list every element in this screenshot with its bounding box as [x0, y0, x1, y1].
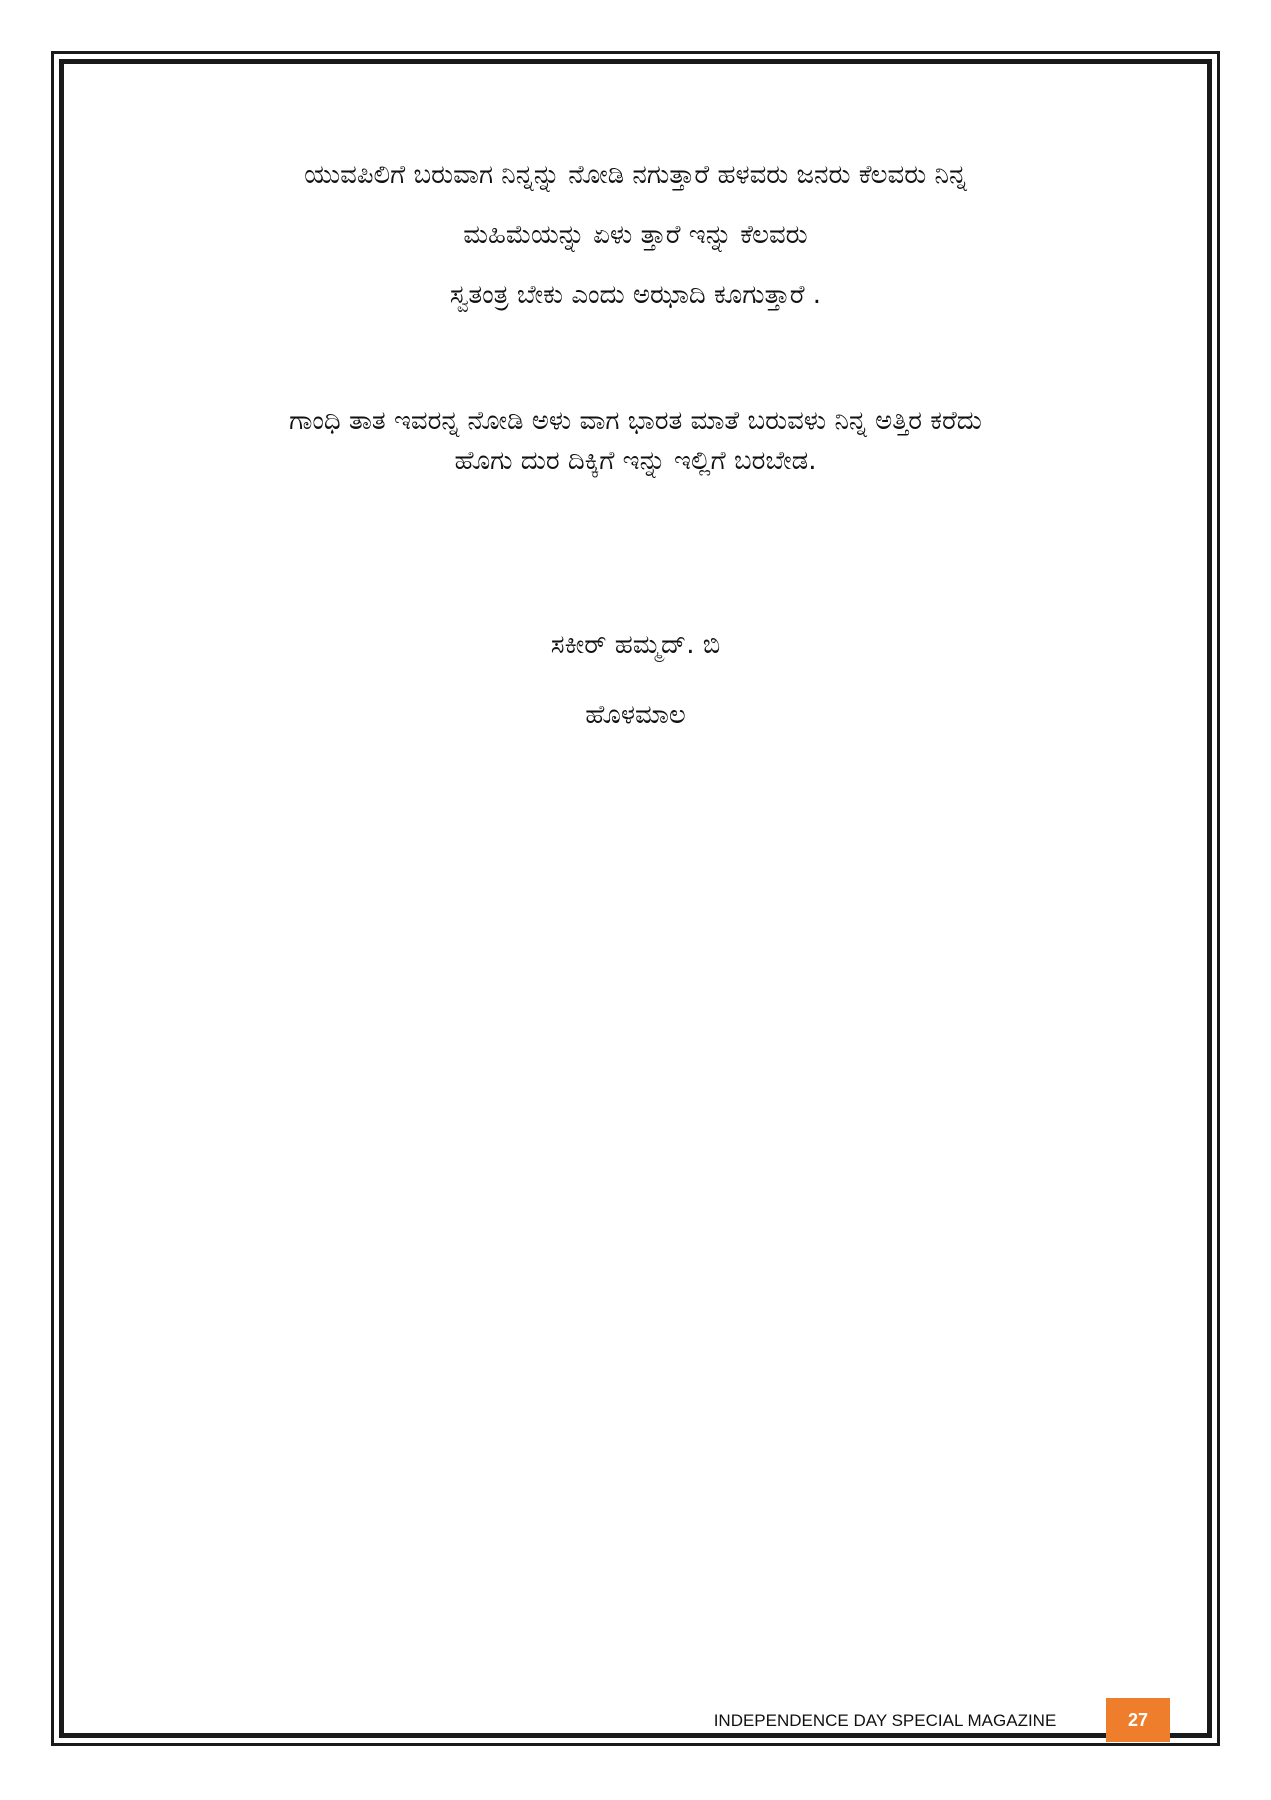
author-place: ಹೊಳಮಾಲ	[585, 700, 686, 730]
poem-line: ಗಾಂಧಿ ತಾತ ಇವರನ್ನ ನೋಡಿ ಅಳು ವಾಗ ಭಾರತ ಮಾತೆ ಬರುವಳು ನಿನ್ನ ಅತ್ತಿರ ಕರೆದು	[289, 406, 982, 436]
poem-line: ಹೊಗು ದುರ ದಿಕ್ಕಿಗೆ ಇನ್ನು ಇಲ್ಲಿಗೆ ಬರಬೇಡ.	[454, 446, 817, 476]
magazine-title: INDEPENDENCE DAY SPECIAL MAGAZINE	[713, 1711, 1057, 1730]
page-number-badge: 27	[1106, 1698, 1170, 1742]
author-name: ಸಕೀರ್ ಹಮ್ಮದ್. ಬಿ	[550, 630, 721, 660]
poem-line: ಮಹಿಮೆಯನ್ನು ಏಳು ತ್ತಾರೆ ಇನ್ನು ಕೆಲವರು	[463, 220, 808, 250]
poem-line: ಯುವಪಿಲಿಗೆ ಬರುವಾಗ ನಿನ್ನನ್ನು ನೋಡಿ ನಗುತ್ತಾರೆ ಹಳವರು ಜನರು ಕೆಲವರು ನಿನ್ನ	[304, 160, 967, 190]
poem-line: ಸ್ವತಂತ್ರ ಬೇಕು ಎಂದು ಅಝಾದಿ ಕೂಗುತ್ತಾರೆ .	[449, 280, 822, 310]
